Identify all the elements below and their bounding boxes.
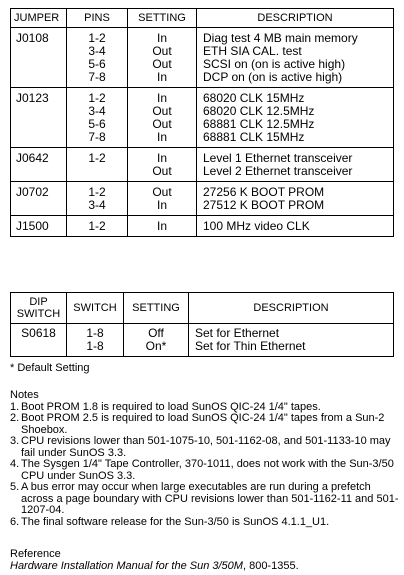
setting-cell: In Out Out In <box>128 88 197 148</box>
list-item: 4. The Sysgen 1/4" Tape Controller, 370-1011, does not work with the Sun-3/50 CPU under SunOS 3.3. <box>10 458 394 482</box>
list-item: 1. Boot PROM 1.8 is required to load SunOS QIC-24 1/4" tapes. <box>10 400 321 413</box>
pins-cell: 1-2 <box>67 216 128 237</box>
setting-cell: In Out Out In <box>128 28 197 88</box>
setting-cell: In Out <box>128 148 197 182</box>
reference-book-title: Hardware Installation Manual for the Sun 3/50M <box>10 560 243 572</box>
dip-switch-table <box>10 292 394 357</box>
col-header-pins: PINS <box>67 9 128 28</box>
description-cell: Level 1 Ethernet transceiver Level 2 Ethernet transceiver <box>197 148 394 182</box>
notes-section <box>10 390 400 528</box>
list-item: 6. The final software release for the Sun-3/50 is SunOS 4.1.1_U1. <box>10 515 330 528</box>
description-cell: 100 MHz video CLK <box>197 216 394 237</box>
jumper-id: J1500 <box>11 216 67 237</box>
description-cell: 27256 K BOOT PROM 27512 K BOOT PROM <box>197 182 394 216</box>
table-row <box>11 88 394 148</box>
description-cell: Diag test 4 MB main memory ETH SIA CAL. test SCSI on (on is active high) DCP on (on is active high) <box>197 28 394 88</box>
setting-cell: In <box>128 216 197 237</box>
table-row <box>11 28 394 88</box>
setting-cell: Off On* <box>124 324 189 357</box>
table-row <box>11 148 394 182</box>
col-header-switch: SWITCH <box>67 293 124 324</box>
col-header-dip-switch: DIP SWITCH <box>11 293 67 324</box>
jumper-id: J0702 <box>11 182 67 216</box>
jumper-id: J0642 <box>11 148 67 182</box>
col-header-setting: SETTING <box>128 9 197 28</box>
default-setting-footnote: * Default Setting <box>10 362 90 374</box>
reference-section <box>10 548 400 572</box>
col-header-jumper: JUMPER <box>11 9 67 28</box>
table-header-row <box>11 9 394 28</box>
col-header-description: DESCRIPTION <box>197 9 394 28</box>
reference-title: Reference <box>10 548 61 560</box>
dip-switch-id: S0618 <box>11 324 67 357</box>
pins-cell: 1-2 3-4 5-6 7-8 <box>67 28 128 88</box>
pins-cell: 1-2 3-4 5-6 7-8 <box>67 88 128 148</box>
jumper-id: J0108 <box>11 28 67 88</box>
reference-part-number: , 800-1355. <box>242 560 299 572</box>
list-item: 3. CPU revisions lower than 501-1075-10, 501-1162-08, and 501-1133-10 may fail under SunOS 3.3. <box>10 435 391 459</box>
table-row <box>11 182 394 216</box>
list-item: 5. A bus error may occur when large executables are run during a prefetch across a page boundary with CPU revisions lower than 501-1162-11 and 501-1207-04. <box>10 481 399 516</box>
jumper-settings-table <box>10 8 394 237</box>
list-item: 2. Boot PROM 2.5 is required to load SunOS QIC-24 1/4" tapes from a Sun-2 Shoebox. <box>10 412 385 436</box>
description-cell: Set for Ethernet Set for Thin Ethernet <box>189 324 394 357</box>
notes-list <box>10 402 400 529</box>
switch-cell: 1-8 1-8 <box>67 324 124 357</box>
notes-title: Notes <box>10 389 39 401</box>
pins-cell: 1-2 3-4 <box>67 182 128 216</box>
setting-cell: Out In <box>128 182 197 216</box>
pins-cell: 1-2 <box>67 148 128 182</box>
jumper-id: J0123 <box>11 88 67 148</box>
table-header-row <box>11 293 394 324</box>
col-header-description: DESCRIPTION <box>189 293 394 324</box>
col-header-setting: SETTING <box>124 293 189 324</box>
description-cell: 68020 CLK 15MHz 68020 CLK 12.5MHz 68881 CLK 12.5MHz 68881 CLK 15MHz <box>197 88 394 148</box>
table-row <box>11 324 394 357</box>
reference-citation <box>10 560 400 572</box>
table-row <box>11 216 394 237</box>
